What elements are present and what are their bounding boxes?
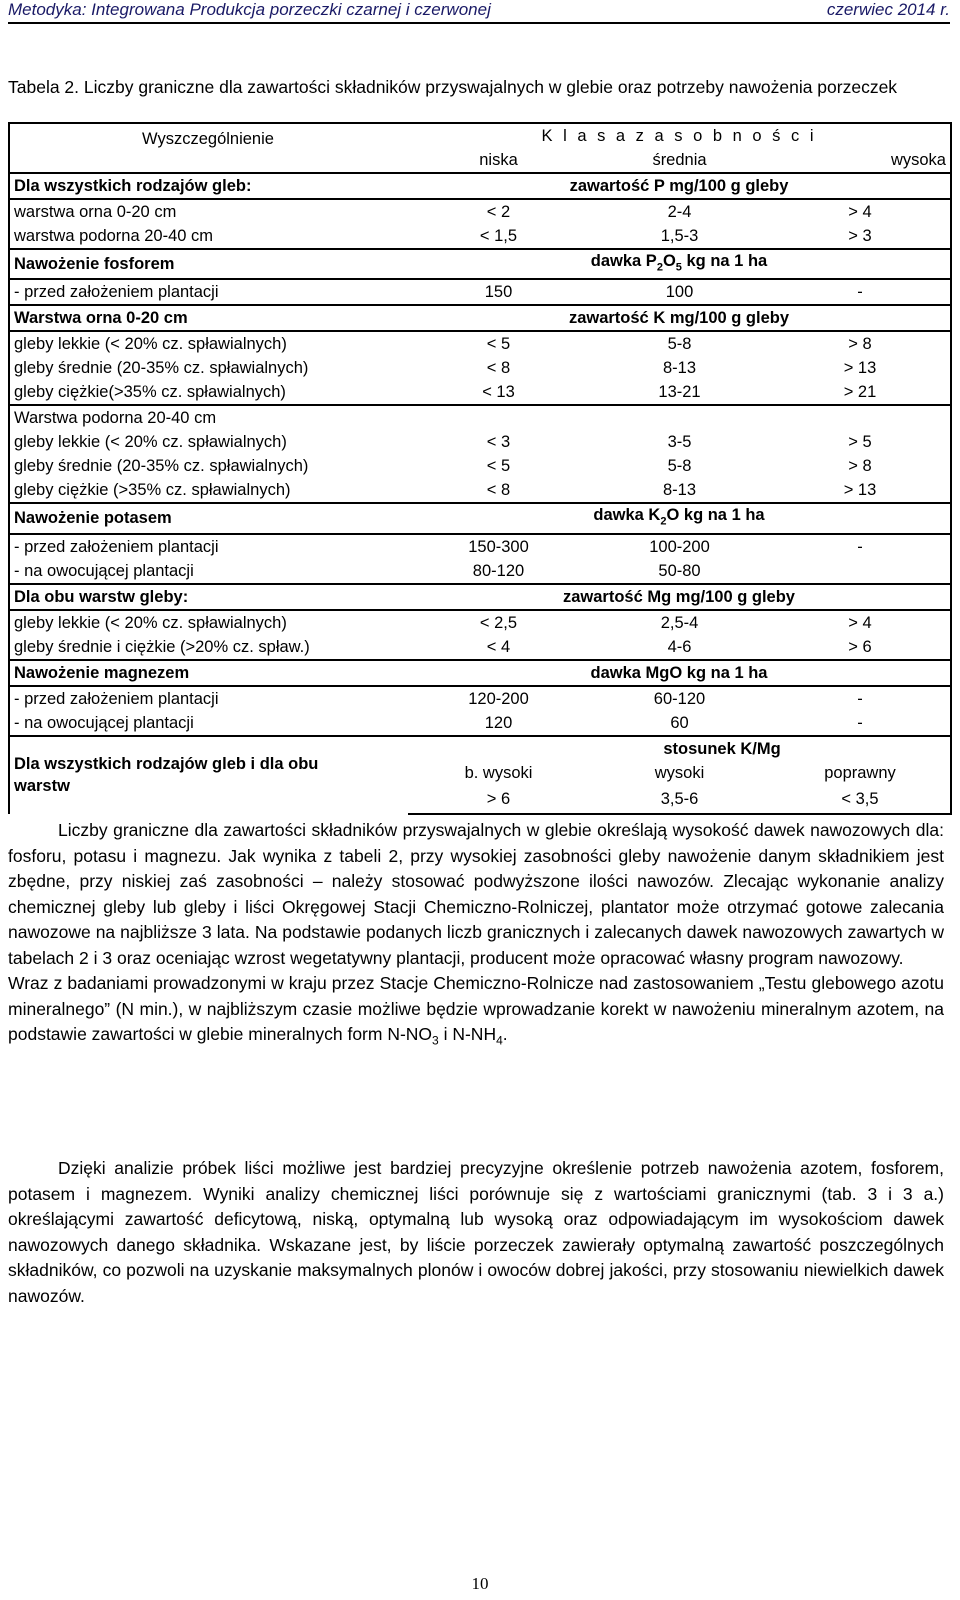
table-caption: Tabela 2. Liczby graniczne dla zawartości składników przyswajalnych w glebie oraz potrzeby nawożenia porzeczek bbox=[8, 77, 898, 97]
cell-label-very-high: b. wysoki bbox=[464, 763, 533, 782]
cell-low: < 1,5 bbox=[479, 227, 518, 245]
cell-medium: 8-13 bbox=[662, 481, 697, 500]
row-label: gleby ciężkie (>35% cz. spławialnych) bbox=[9, 478, 408, 503]
cell-high: > 13 bbox=[770, 356, 951, 380]
cell-medium: 3,5-6 bbox=[589, 785, 770, 814]
cell-low: < 5 bbox=[486, 457, 511, 476]
row-label: - na owocującej plantacji bbox=[9, 559, 408, 584]
cell-high: > 8 bbox=[770, 454, 951, 478]
row-label: - przed założeniem plantacji bbox=[9, 279, 408, 305]
cell-high: > 21 bbox=[770, 380, 951, 405]
cell-high: > 13 bbox=[770, 478, 951, 503]
cell-medium: 4-6 bbox=[667, 637, 692, 656]
section-title: Dla obu warstw gleby: bbox=[9, 584, 408, 610]
cell-high: - bbox=[770, 534, 951, 559]
cell-low: < 5 bbox=[408, 331, 589, 356]
cell-low: 80-120 bbox=[472, 561, 525, 580]
section-unit: dawka MgO kg na 1 ha bbox=[408, 660, 951, 686]
row-label: gleby lekkie (< 20% cz. spławialnych) bbox=[9, 331, 408, 356]
table-row bbox=[9, 430, 951, 454]
table-row bbox=[9, 711, 951, 736]
cell-medium: 2-4 bbox=[589, 199, 770, 224]
cell-low: 150 bbox=[408, 279, 589, 305]
cell-label-high: wysoki bbox=[654, 763, 705, 782]
cell-high: > 6 bbox=[770, 635, 951, 660]
section-title: Warstwa orna 0-20 cm bbox=[9, 305, 408, 331]
row-label: gleby średnie (20-35% cz. spławialnych) bbox=[9, 356, 408, 380]
section-row bbox=[9, 584, 951, 610]
cell-low: 150-300 bbox=[408, 534, 589, 559]
cell-high: > 4 bbox=[770, 610, 951, 635]
cell-medium: 2,5-4 bbox=[589, 610, 770, 635]
table-header-row bbox=[9, 123, 951, 148]
page-header bbox=[8, 0, 950, 24]
cell-high: > 8 bbox=[770, 331, 951, 356]
table-row bbox=[9, 635, 951, 660]
section-unit: zawartość Mg mg/100 g gleby bbox=[408, 584, 951, 610]
table-row bbox=[9, 199, 951, 224]
body-text-2 bbox=[8, 1156, 944, 1309]
section-row bbox=[9, 736, 951, 761]
row-label: gleby lekkie (< 20% cz. spławialnych) bbox=[9, 430, 408, 454]
section-title: Dla wszystkich rodzajów gleb i dla obu warstw bbox=[9, 736, 408, 814]
section-row bbox=[9, 405, 951, 430]
cell-medium: 60 bbox=[670, 713, 689, 732]
cell-low: > 6 bbox=[408, 785, 589, 814]
table-row bbox=[9, 224, 951, 249]
table-row bbox=[9, 380, 951, 405]
class-high: wysoka bbox=[770, 148, 951, 173]
cell-low: 120 bbox=[484, 713, 513, 732]
cell-low: 120-200 bbox=[408, 686, 589, 711]
header-date: czerwiec 2014 r. bbox=[826, 0, 950, 19]
section-row bbox=[9, 305, 951, 331]
section-row bbox=[9, 173, 951, 199]
row-label: warstwa podorna 20-40 cm bbox=[9, 224, 408, 249]
paragraph: Wraz z badaniami prowadzonymi w kraju przez Stacje Chemiczno-Rolnicze nad zastosowaniem „Testu glebowego azotu mineralnego” (N min.), w najbliższym czasie możliwe będzie wprowadzanie korekt w nawożeniu mineralnym azotem, na podstawie zawartości w glebie mineralnych form $N-NO_3$ i $N-NH_4$. bbox=[8, 973, 944, 1048]
section-title: Nawożenie magnezem bbox=[9, 660, 408, 686]
cell-medium: 8-13 bbox=[662, 359, 697, 378]
section-unit: dawka $K_2O$ kg na 1 ha bbox=[408, 503, 951, 533]
paragraph: Liczby graniczne dla zawartości składników przyswajalnych w glebie określają wysokość dawek nawozowych dla: fosforu, potasu i magnezu. Jak wynika z tabeli 2, przy wysokiej zasobności gleby nawożenie danym składnikiem jest zbędne, przy niskiej zaś zasobności – należy stosować podwyższone ilości nawozów. Zlecając wykonanie analizy chemicznej gleby lub gleby i liści Okręgowej Stacji Chemiczno-Rolniczej, plantator może otrzymać gotowe zalecania nawozowe na najbliższe 3 lata. Na podstawie podanych liczb granicznych i zalecanych dawek nawozowych zawartych w tabelach 2 i 3 oraz oceniając wzrost wegetatywny plantacji, producent może opracować własny program nawozowy. bbox=[8, 820, 944, 968]
row-label: gleby średnie i ciężkie (>20% cz. spław.) bbox=[9, 635, 408, 660]
header-class-title: K l a s a z a s o b n o ś c i bbox=[408, 123, 951, 148]
section-unit: zawartość P mg/100 g gleby bbox=[408, 173, 951, 199]
cell-high: - bbox=[770, 686, 951, 711]
cell-high: > 5 bbox=[770, 430, 951, 454]
header-title: Metodyka: Integrowana Produkcja porzeczki czarnej i czerwonej bbox=[8, 0, 491, 19]
section-title: Nawożenie potasem bbox=[9, 503, 408, 533]
section-row bbox=[9, 249, 951, 279]
cell-high: - bbox=[770, 279, 951, 305]
row-label: warstwa orna 0-20 cm bbox=[9, 199, 408, 224]
cell-low: < 2,5 bbox=[408, 610, 589, 635]
cell-medium: 5-8 bbox=[667, 457, 692, 476]
row-label: gleby średnie (20-35% cz. spławialnych) bbox=[9, 454, 408, 478]
cell-low: < 8 bbox=[486, 359, 511, 378]
table-row bbox=[9, 686, 951, 711]
row-label: - na owocującej plantacji bbox=[9, 711, 408, 736]
row-label: gleby ciężkie(>35% cz. spławialnych) bbox=[9, 380, 408, 405]
table-row bbox=[9, 331, 951, 356]
table-row bbox=[9, 478, 951, 503]
nutrient-threshold-table bbox=[8, 122, 952, 815]
section-row bbox=[9, 503, 951, 533]
cell-low: < 4 bbox=[486, 637, 511, 656]
table-row bbox=[9, 610, 951, 635]
page-number: 10 bbox=[471, 1574, 489, 1593]
cell-high: > 4 bbox=[770, 199, 951, 224]
cell-medium: 13-21 bbox=[658, 383, 701, 402]
cell-medium: 100-200 bbox=[589, 534, 770, 559]
table-row bbox=[9, 534, 951, 559]
class-medium: średnia bbox=[652, 151, 707, 169]
section-unit: zawartość K mg/100 g gleby bbox=[408, 305, 951, 331]
cell-high: - bbox=[770, 711, 951, 736]
section-title: Dla wszystkich rodzajów gleb: bbox=[9, 173, 408, 199]
cell-high: < 3,5 bbox=[770, 785, 951, 814]
cell-low: < 8 bbox=[486, 481, 511, 500]
cell-label-correct: poprawny bbox=[770, 761, 951, 785]
table-row bbox=[9, 559, 951, 584]
cell-medium: 1,5-3 bbox=[660, 227, 699, 245]
cell-medium: 100 bbox=[589, 279, 770, 305]
body-text-1 bbox=[8, 818, 944, 1054]
cell-low: < 2 bbox=[408, 199, 589, 224]
cell-medium: 5-8 bbox=[589, 331, 770, 356]
section-title: Nawożenie fosforem bbox=[9, 249, 408, 279]
section-unit: stosunek K/Mg bbox=[408, 736, 951, 761]
cell-medium: 50-80 bbox=[658, 561, 701, 580]
cell-low: < 13 bbox=[482, 383, 515, 402]
cell-low: < 3 bbox=[486, 433, 511, 452]
table-row bbox=[9, 279, 951, 305]
paragraph: Dzięki analizie próbek liści możliwe jest bardziej precyzyjne określenie potrzeb nawożenia azotem, fosforem, potasem i magnezem. Wyniki analizy chemicznej liści porównuje się z wartościami granicznymi (tab. 3 i 3 a.) określającymi zawartość deficytową, niską, optymalną lub wysoką oraz odpowiadającym im wysokościom dawek nawozowych danego składnika. Wskazane jest, by liście porzeczek zawierały optymalną zawartość poszczególnych składników, co pozwoli na uzyskanie maksymalnych plonów i owoców dobrej jakości, przy stosowaniu niewielkich dawek nawozów. bbox=[8, 1158, 944, 1306]
header-label: Wyszczególnienie bbox=[9, 123, 408, 173]
cell-high bbox=[770, 559, 951, 584]
row-label: - przed założeniem plantacji bbox=[9, 534, 408, 559]
table-row bbox=[9, 454, 951, 478]
cell-high: > 3 bbox=[770, 224, 951, 249]
cell-medium: 60-120 bbox=[589, 686, 770, 711]
table-row bbox=[9, 356, 951, 380]
section-unit: dawka $P_2O_5$ kg na 1 ha bbox=[408, 249, 951, 279]
section-row bbox=[9, 660, 951, 686]
cell-medium: 3-5 bbox=[667, 433, 692, 452]
row-label: gleby lekkie (< 20% cz. spławialnych) bbox=[9, 610, 408, 635]
row-label: - przed założeniem plantacji bbox=[9, 686, 408, 711]
section-title: Warstwa podorna 20-40 cm bbox=[9, 405, 408, 430]
class-low: niska bbox=[479, 151, 518, 169]
